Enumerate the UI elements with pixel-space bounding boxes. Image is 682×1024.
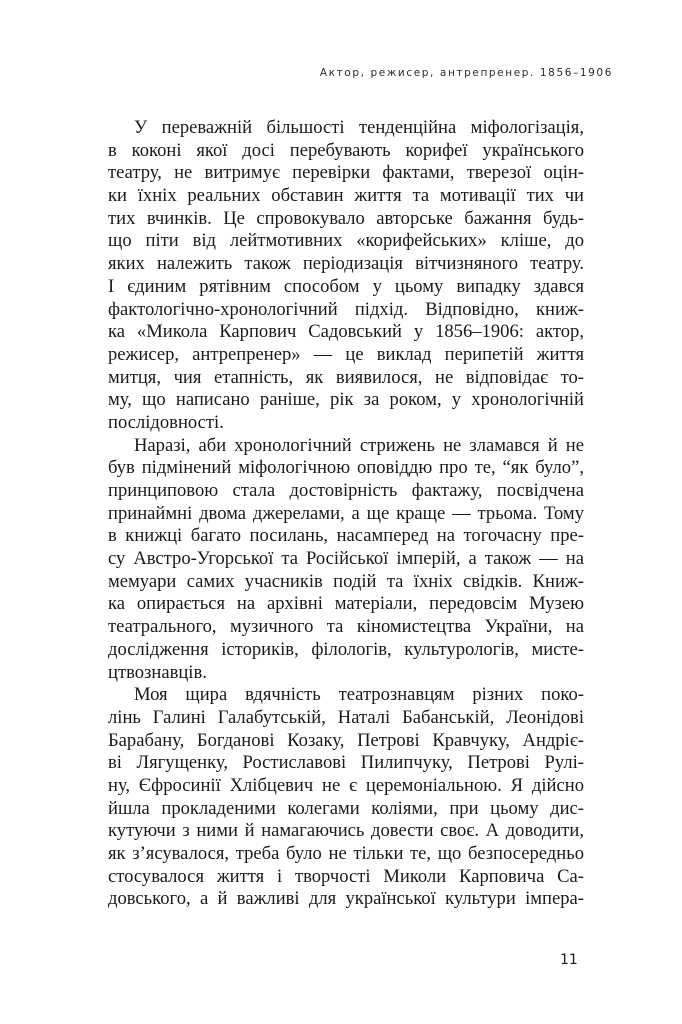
text-line: принциповою стала достовірність фактажу, посвідчена <box>108 480 584 501</box>
text-line: театрального, музичного та кіномистецтва України, на <box>108 616 584 638</box>
paragraph-3 <box>108 684 584 911</box>
text-line: довського, а й важливі для української культури імпера- <box>108 888 584 910</box>
text-line: су Австро-Угорської та Російської імперій, а також — на <box>108 548 584 570</box>
text-line: театру, не витримує перевірки фактами, тверезої оцін- <box>108 162 584 184</box>
text-line: в коконі якої досі перебувають корифеї українського <box>108 139 584 161</box>
text-line: тих вчинків. Це спровокувало авторське бажання будь- <box>108 207 584 229</box>
text-line: Моя щира вдячність театрознавцям різних поко- <box>134 684 584 706</box>
text-line: в книжці багато посилань, насамперед на тогочасну пре- <box>108 525 584 547</box>
text-line: дослідження істориків, філологів, культурологів, мисте- <box>108 638 584 660</box>
text-line: І єдиним рятівним способом у цьому випадку здався <box>108 275 584 297</box>
text-line: кутуючи з ними й намагаючись довести своє. А доводити, <box>108 820 584 842</box>
paragraph-1 <box>108 117 584 435</box>
text-line: був підмінений міфологічною оповіддю про те, “як було”, <box>108 457 584 479</box>
body-text <box>108 117 584 911</box>
text-line: У переважній більшості тенденційна міфологізація, <box>134 117 584 138</box>
text-line: му, що написано раніше, рік за роком, у хронологічній <box>108 389 584 411</box>
text-line: ки їхніх реальних обставин життя та мотивації тих чи <box>108 185 584 207</box>
text-line: митця, чия етапність, як виявилося, не відповідає то- <box>108 366 584 388</box>
text-line: ка опирається на архівні матеріали, передовсім Музею <box>108 593 584 615</box>
text-line: стосувалося життя і творчості Миколи Карповича Са- <box>108 865 584 887</box>
text-line: йшла прокладеними колегами коліями, при цьому дис- <box>108 797 584 819</box>
text-line: Наразі, аби хронологічний стрижень не зламався й не <box>134 434 584 456</box>
text-line: ну, Єфросинії Хлібцевич не є церемоніальною. Я дійсно <box>108 774 584 796</box>
text-line: лінь Галині Галабутській, Наталі Бабанській, Леонідові <box>108 706 584 728</box>
text-line: як з’ясувалося, треба було не тільки те, що безпосередньо <box>108 843 584 864</box>
text-line: послідовності. <box>108 411 224 433</box>
text-line: принаймні двома джерелами, а ще краще — трьома. Тому <box>108 502 584 524</box>
text-line: мемуари самих учасників подій та їхніх свідків. Книж- <box>108 570 584 592</box>
text-line: що піти від лейтмотивних «корифейських» кліше, до <box>108 230 584 252</box>
text-line: фактологічно-хронологічний підхід. Відповідно, книж- <box>108 298 584 320</box>
paragraph-2 <box>108 435 584 685</box>
running-header: Актор, режисер, антрепренер. 1856–1906 <box>319 67 613 79</box>
text-line: яких належить також періодизація вітчизняного театру. <box>108 253 584 275</box>
text-line: режисер, антрепренер» — це виклад перипетій життя <box>108 343 584 365</box>
text-line: Барабану, Богданові Козаку, Петрові Кравчуку, Андріє- <box>108 729 584 751</box>
text-line: цтвознавців. <box>108 661 207 683</box>
text-line: ві Лягущенку, Ростиславові Пилипчуку, Петрові Рулі- <box>108 752 584 774</box>
page-number: 11 <box>560 952 578 968</box>
text-line: ка «Микола Карпович Садовський у 1856–1906: актор, <box>108 321 584 343</box>
